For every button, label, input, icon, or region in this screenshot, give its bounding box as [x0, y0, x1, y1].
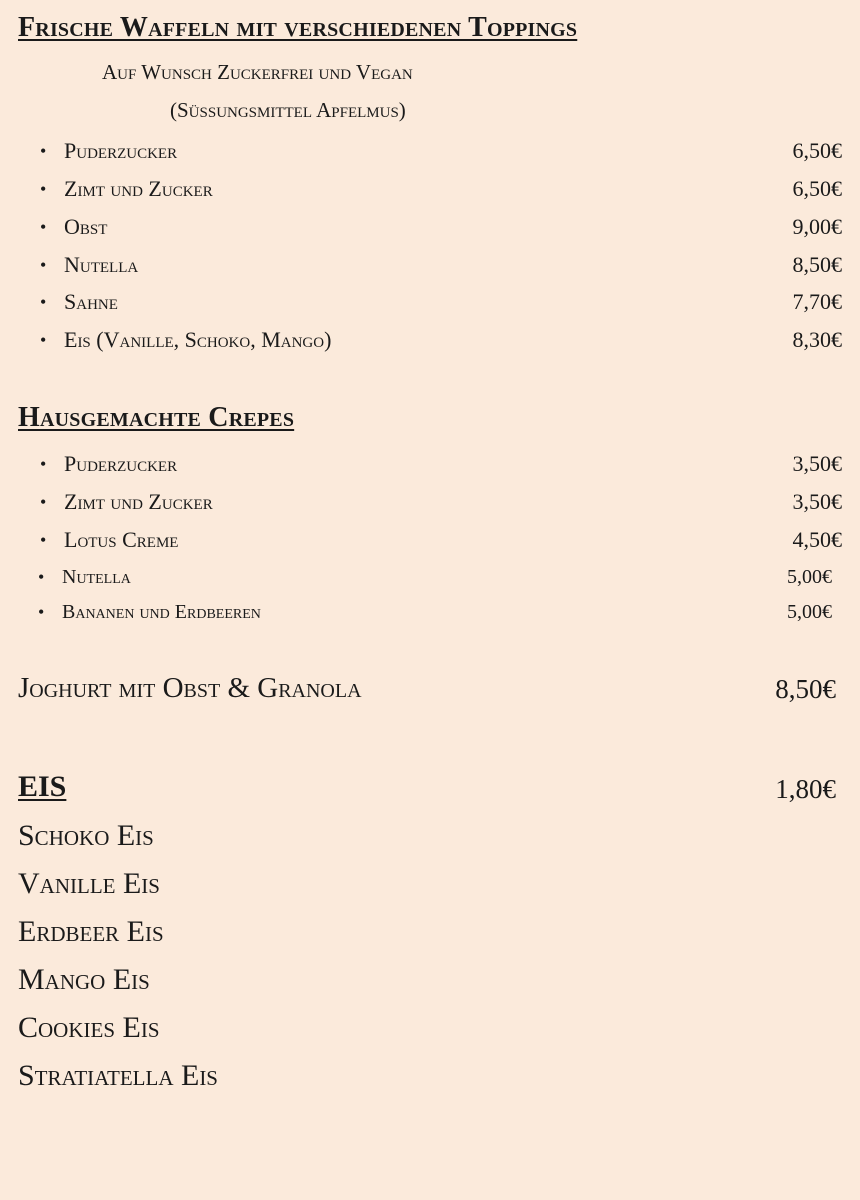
eis-heading: EIS: [18, 770, 67, 803]
item-name: Nutella: [62, 566, 131, 588]
list-item: Vanille Eis: [18, 867, 160, 900]
list-item: Stratiatella Eis: [18, 1059, 218, 1092]
bullet-icon: •: [40, 530, 47, 550]
item-price: 3,50€: [792, 489, 842, 514]
bullet-icon: •: [40, 454, 47, 474]
item-name: Bananen und Erdbeeren: [62, 601, 261, 623]
bullet-icon: •: [40, 492, 47, 512]
item-price: 6,50€: [792, 176, 842, 201]
bullet-icon: •: [40, 330, 47, 350]
list-item: Cookies Eis: [18, 1011, 160, 1044]
waffeln-note-vegan: Auf Wunsch Zuckerfrei und Vegan: [102, 60, 413, 84]
list-item: Erdbeer Eis: [18, 915, 164, 948]
item-name: Obst: [64, 214, 108, 239]
item-price: 7,70€: [792, 289, 842, 314]
list-item: Mango Eis: [18, 963, 150, 996]
crepes-heading: Hausgemachte Crepes: [18, 402, 295, 433]
bullet-icon: •: [38, 602, 45, 622]
item-price: 8,50€: [792, 252, 842, 277]
item-name: Sahne: [64, 289, 118, 314]
bullet-icon: •: [38, 567, 45, 587]
item-price: 5,00€: [787, 566, 832, 588]
joghurt-price: 8,50€: [775, 674, 836, 704]
list-item: Schoko Eis: [18, 819, 154, 852]
eis-price: 1,80€: [775, 774, 836, 804]
item-name: Puderzucker: [64, 451, 178, 476]
item-price: 4,50€: [792, 527, 842, 552]
bullet-icon: •: [40, 179, 47, 199]
item-name: Nutella: [64, 252, 139, 277]
bullet-icon: •: [40, 141, 47, 161]
item-price: 9,00€: [792, 214, 842, 239]
item-name: Lotus Creme: [64, 527, 179, 552]
item-price: 5,00€: [787, 601, 832, 623]
bullet-icon: •: [40, 217, 47, 237]
bullet-icon: •: [40, 255, 47, 275]
item-price: 3,50€: [792, 451, 842, 476]
eis-flavor-list: [18, 816, 218, 1104]
item-name: Zimt und Zucker: [64, 489, 213, 514]
item-price: 6,50€: [792, 138, 842, 163]
item-name: Zimt und Zucker: [64, 176, 213, 201]
joghurt-name: Joghurt mit Obst & Granola: [18, 672, 362, 704]
waffeln-note-sweetener: (Süßungsmittel Apfelmus): [170, 98, 406, 122]
item-name: Eis (Vanille, Schoko, Mango): [64, 327, 332, 352]
waffeln-heading: Frische Waffeln mit verschiedenen Toppings: [18, 12, 578, 43]
item-price: 8,30€: [792, 327, 842, 352]
bullet-icon: •: [40, 292, 47, 312]
item-name: Puderzucker: [64, 138, 178, 163]
